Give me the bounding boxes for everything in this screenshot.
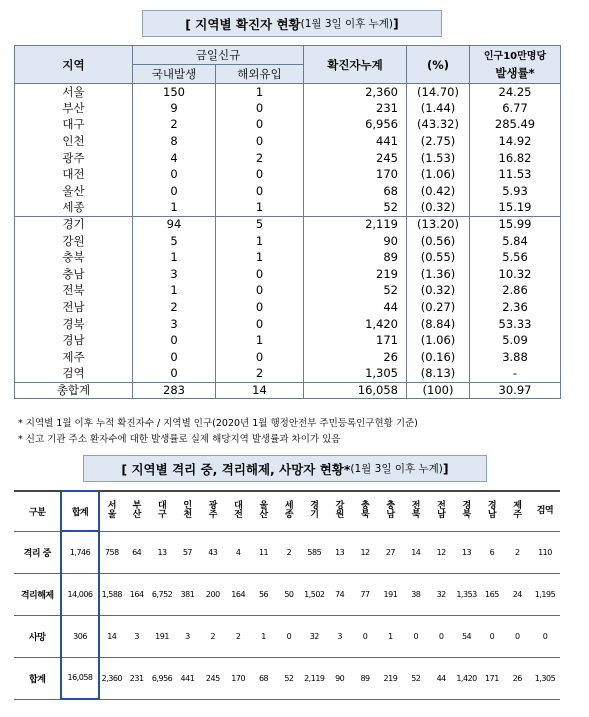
table2-title-main: [ 지역별 격리 중, 격리해제, 사망자 현황* bbox=[121, 461, 351, 477]
region-cell: 강원 bbox=[15, 233, 133, 250]
rate-cell: 24.25 bbox=[470, 84, 561, 101]
value-cell: 191 bbox=[149, 615, 174, 657]
value-cell: 1,195 bbox=[530, 573, 560, 615]
region-header-char: 서 bbox=[107, 501, 116, 512]
overseas-cell: 2 bbox=[216, 366, 304, 383]
table1-title-end: ] bbox=[393, 16, 399, 31]
domestic-cell: 3 bbox=[133, 266, 216, 283]
value-cell: 1 bbox=[251, 615, 276, 657]
pct-cell: (2.75) bbox=[407, 133, 470, 150]
value-cell: 0 bbox=[530, 615, 560, 657]
region-header bbox=[302, 491, 327, 531]
region-cell: 대전 bbox=[15, 166, 133, 183]
value-cell: 2,360 bbox=[99, 657, 124, 699]
pct-cell: (0.42) bbox=[407, 183, 470, 200]
value-cell: 44 bbox=[428, 657, 453, 699]
value-cell: 56 bbox=[251, 573, 276, 615]
value-cell: 38 bbox=[403, 573, 428, 615]
region-header bbox=[276, 491, 301, 531]
overseas-cell: 1 bbox=[216, 84, 304, 101]
value-cell: 89 bbox=[352, 657, 377, 699]
cumulative-cell: 231 bbox=[304, 100, 407, 117]
rate-cell: 3.88 bbox=[470, 349, 561, 366]
value-cell: 1,420 bbox=[454, 657, 479, 699]
region-header-char: 경 bbox=[310, 501, 319, 512]
domestic-cell: 283 bbox=[133, 382, 216, 399]
value-cell: 1 bbox=[378, 615, 403, 657]
cumulative-cell: 1,305 bbox=[304, 366, 407, 383]
region-header-char: 원 bbox=[335, 510, 344, 521]
table-row bbox=[15, 166, 561, 183]
pct-cell: (0.16) bbox=[407, 349, 470, 366]
total-cell: 14,006 bbox=[61, 573, 98, 615]
header-overseas: 해외유입 bbox=[216, 65, 304, 84]
value-cell: 13 bbox=[149, 531, 174, 573]
value-cell: 3 bbox=[327, 615, 352, 657]
value-cell: 12 bbox=[352, 531, 377, 573]
rate-cell: - bbox=[470, 366, 561, 383]
value-cell: 4 bbox=[225, 531, 250, 573]
region-header bbox=[378, 491, 403, 531]
region-cell: 충남 bbox=[15, 266, 133, 283]
region-cell: 경북 bbox=[15, 316, 133, 333]
header-cumulative: 확진자누계 bbox=[304, 46, 407, 84]
value-cell: 14 bbox=[99, 615, 124, 657]
region-header bbox=[124, 491, 149, 531]
cumulative-cell: 26 bbox=[304, 349, 407, 366]
rate-cell: 16.82 bbox=[470, 150, 561, 167]
overseas-cell: 1 bbox=[216, 200, 304, 217]
value-cell: 68 bbox=[251, 657, 276, 699]
table-row bbox=[15, 100, 561, 117]
row-label: 합계 bbox=[14, 657, 61, 699]
pct-cell: (1.06) bbox=[407, 166, 470, 183]
region-cell: 경남 bbox=[15, 332, 133, 349]
table2-title bbox=[83, 455, 487, 482]
overseas-cell: 0 bbox=[216, 316, 304, 333]
table-row bbox=[15, 366, 561, 383]
domestic-cell: 8 bbox=[133, 133, 216, 150]
region-header-char: 북 bbox=[462, 510, 471, 521]
header-rate-bottom: 발생률* bbox=[495, 65, 535, 80]
value-cell: 32 bbox=[302, 615, 327, 657]
value-cell: 1,502 bbox=[302, 573, 327, 615]
region-header-char: 산 bbox=[132, 510, 141, 521]
overseas-cell: 0 bbox=[216, 133, 304, 150]
region-header-char: 제 bbox=[513, 501, 522, 512]
domestic-cell: 1 bbox=[133, 249, 216, 266]
value-cell: 6,956 bbox=[149, 657, 174, 699]
value-cell: 6,752 bbox=[149, 573, 174, 615]
region-header bbox=[454, 491, 479, 531]
cumulative-cell: 1,420 bbox=[304, 316, 407, 333]
cumulative-cell: 2,119 bbox=[304, 216, 407, 233]
region-header bbox=[225, 491, 250, 531]
region-header-char: 경 bbox=[462, 501, 471, 512]
value-cell: 585 bbox=[302, 531, 327, 573]
table-row bbox=[15, 349, 561, 366]
cumulative-cell: 52 bbox=[304, 283, 407, 300]
region-header bbox=[530, 491, 560, 531]
value-cell: 13 bbox=[327, 531, 352, 573]
region-header bbox=[99, 491, 124, 531]
region-header-char: 남 bbox=[487, 510, 497, 521]
region-header bbox=[175, 491, 200, 531]
region-header bbox=[352, 491, 377, 531]
overseas-cell: 0 bbox=[216, 299, 304, 316]
region-cell: 경기 bbox=[15, 216, 133, 233]
value-cell: 231 bbox=[124, 657, 149, 699]
total-cell: 306 bbox=[61, 615, 98, 657]
region-header-char: 구 bbox=[157, 510, 167, 521]
domestic-cell: 0 bbox=[133, 183, 216, 200]
overseas-cell: 1 bbox=[216, 233, 304, 250]
pct-cell: (100) bbox=[407, 382, 470, 399]
header-pct: (%) bbox=[407, 46, 470, 84]
region-header bbox=[149, 491, 174, 531]
value-cell: 1,353 bbox=[454, 573, 479, 615]
domestic-cell: 1 bbox=[133, 200, 216, 217]
region-header-char: 주 bbox=[513, 510, 522, 521]
value-cell: 11 bbox=[251, 531, 276, 573]
total-header: 합계 bbox=[61, 491, 98, 531]
overseas-cell: 0 bbox=[216, 283, 304, 300]
region-header-char: 북 bbox=[411, 510, 420, 521]
overseas-cell: 1 bbox=[216, 332, 304, 349]
region-header-char: 충 bbox=[360, 501, 370, 512]
value-cell: 90 bbox=[327, 657, 352, 699]
value-cell: 0 bbox=[505, 615, 530, 657]
cumulative-cell: 2,360 bbox=[304, 84, 407, 101]
region-cell: 전북 bbox=[15, 283, 133, 300]
rate-cell: 6.77 bbox=[470, 100, 561, 117]
table-row bbox=[15, 216, 561, 233]
region-header-char: 천 bbox=[183, 510, 192, 521]
region-cell: 인천 bbox=[15, 133, 133, 150]
rate-cell: 10.32 bbox=[470, 266, 561, 283]
value-cell: 54 bbox=[454, 615, 479, 657]
footnote-2: * 신고 기관 주소 환자수에 대한 발생률로 실제 해당지역 발생률과 차이가 있음 bbox=[18, 434, 341, 445]
table-row bbox=[14, 657, 560, 699]
value-cell: 2 bbox=[225, 615, 250, 657]
region-cell: 대구 bbox=[15, 117, 133, 134]
table2-title-sub: (1월 3일 이후 누계) bbox=[350, 463, 443, 475]
domestic-cell: 5 bbox=[133, 233, 216, 250]
cumulative-cell: 441 bbox=[304, 133, 407, 150]
domestic-cell: 150 bbox=[133, 84, 216, 101]
header-rate bbox=[470, 46, 561, 84]
region-header-char: 산 bbox=[259, 510, 268, 521]
pct-cell: (8.13) bbox=[407, 366, 470, 383]
value-cell: 74 bbox=[327, 573, 352, 615]
value-cell: 165 bbox=[479, 573, 504, 615]
rate-cell: 5.93 bbox=[470, 183, 561, 200]
region-header-char: 기 bbox=[310, 510, 319, 521]
region-header-char: 충 bbox=[386, 501, 395, 512]
table-row bbox=[15, 283, 561, 300]
region-header-char: 울 bbox=[259, 501, 268, 512]
value-cell: 2 bbox=[505, 531, 530, 573]
domestic-cell: 2 bbox=[133, 117, 216, 134]
region-header-char: 북 bbox=[360, 510, 370, 521]
region-header-char: 인 bbox=[183, 501, 192, 512]
domestic-cell: 9 bbox=[133, 100, 216, 117]
value-cell: 0 bbox=[428, 615, 453, 657]
pct-cell: (1.44) bbox=[407, 100, 470, 117]
row-label: 사망 bbox=[14, 615, 61, 657]
value-cell: 27 bbox=[378, 531, 403, 573]
cumulative-cell: 52 bbox=[304, 200, 407, 217]
value-cell: 3 bbox=[175, 615, 200, 657]
value-cell: 381 bbox=[175, 573, 200, 615]
region-header bbox=[200, 491, 225, 531]
region-header-char: 울 bbox=[107, 510, 116, 521]
overseas-cell: 2 bbox=[216, 150, 304, 167]
table-row bbox=[15, 249, 561, 266]
corner-header: 구분 bbox=[14, 491, 61, 531]
domestic-cell: 0 bbox=[133, 349, 216, 366]
value-cell: 32 bbox=[428, 573, 453, 615]
header-daily-new: 금일신규 bbox=[133, 46, 304, 65]
table-row bbox=[15, 332, 561, 349]
value-cell: 0 bbox=[403, 615, 428, 657]
table-row bbox=[15, 233, 561, 250]
value-cell: 170 bbox=[225, 657, 250, 699]
table-row bbox=[14, 615, 560, 657]
isolation-status-table bbox=[14, 490, 560, 700]
value-cell: 164 bbox=[225, 573, 250, 615]
value-cell: 758 bbox=[99, 531, 124, 573]
cumulative-cell: 68 bbox=[304, 183, 407, 200]
total-cell: 16,058 bbox=[61, 657, 98, 699]
rate-cell: 5.84 bbox=[470, 233, 561, 250]
region-header bbox=[428, 491, 453, 531]
value-cell: 164 bbox=[124, 573, 149, 615]
cumulative-cell: 90 bbox=[304, 233, 407, 250]
region-header-char: 대 bbox=[234, 501, 243, 512]
overseas-cell: 0 bbox=[216, 100, 304, 117]
cumulative-cell: 245 bbox=[304, 150, 407, 167]
row-label: 격리해제 bbox=[14, 573, 61, 615]
region-header-char: 부 bbox=[132, 501, 141, 512]
value-cell: 1,588 bbox=[99, 573, 124, 615]
value-cell: 26 bbox=[505, 657, 530, 699]
value-cell: 77 bbox=[352, 573, 377, 615]
value-cell: 245 bbox=[200, 657, 225, 699]
value-cell: 52 bbox=[403, 657, 428, 699]
rate-cell: 285.49 bbox=[470, 117, 561, 134]
region-header bbox=[327, 491, 352, 531]
table-row bbox=[15, 200, 561, 217]
cumulative-cell: 171 bbox=[304, 332, 407, 349]
header-rate-top: 인구10만명당 bbox=[483, 50, 547, 62]
cumulative-cell: 44 bbox=[304, 299, 407, 316]
value-cell: 13 bbox=[454, 531, 479, 573]
region-header-char: 전 bbox=[234, 510, 243, 521]
region-header bbox=[479, 491, 504, 531]
region-header-char: 검역 bbox=[536, 505, 554, 516]
total-cell: 1,746 bbox=[61, 531, 98, 573]
overseas-cell: 0 bbox=[216, 183, 304, 200]
value-cell: 12 bbox=[428, 531, 453, 573]
table-row bbox=[15, 382, 561, 399]
cumulative-cell: 170 bbox=[304, 166, 407, 183]
value-cell: 52 bbox=[276, 657, 301, 699]
region-cell: 총합계 bbox=[15, 382, 133, 399]
domestic-cell: 3 bbox=[133, 316, 216, 333]
value-cell: 43 bbox=[200, 531, 225, 573]
region-header bbox=[403, 491, 428, 531]
region-header-char: 전 bbox=[437, 501, 446, 512]
value-cell: 0 bbox=[276, 615, 301, 657]
value-cell: 14 bbox=[403, 531, 428, 573]
domestic-cell: 4 bbox=[133, 150, 216, 167]
region-cell: 서울 bbox=[15, 84, 133, 101]
overseas-cell: 5 bbox=[216, 216, 304, 233]
rate-cell: 5.09 bbox=[470, 332, 561, 349]
value-cell: 0 bbox=[352, 615, 377, 657]
rate-cell: 53.33 bbox=[470, 316, 561, 333]
overseas-cell: 0 bbox=[216, 166, 304, 183]
value-cell: 2 bbox=[200, 615, 225, 657]
region-header-char: 남 bbox=[437, 510, 446, 521]
rate-cell: 15.19 bbox=[470, 200, 561, 217]
pct-cell: (0.32) bbox=[407, 200, 470, 217]
footnotes bbox=[18, 416, 418, 448]
pct-cell: (0.27) bbox=[407, 299, 470, 316]
pct-cell: (14.70) bbox=[407, 84, 470, 101]
table-row bbox=[15, 183, 561, 200]
region-header-char: 세 bbox=[284, 501, 294, 512]
value-cell: 50 bbox=[276, 573, 301, 615]
pct-cell: (8.84) bbox=[407, 316, 470, 333]
table-row bbox=[15, 84, 561, 101]
table1-title bbox=[142, 10, 442, 37]
cumulative-cell: 16,058 bbox=[304, 382, 407, 399]
table1-title-main: [ 지역별 확진자 현황 bbox=[185, 16, 301, 32]
region-header-char: 대 bbox=[157, 501, 167, 512]
region-cell: 울산 bbox=[15, 183, 133, 200]
table2-title-end: ] bbox=[442, 461, 449, 476]
overseas-cell: 1 bbox=[216, 249, 304, 266]
cumulative-cell: 6,956 bbox=[304, 117, 407, 134]
value-cell: 110 bbox=[530, 531, 560, 573]
region-header-char: 강 bbox=[335, 501, 344, 512]
rate-cell: 2.86 bbox=[470, 283, 561, 300]
cumulative-cell: 219 bbox=[304, 266, 407, 283]
value-cell: 1,305 bbox=[530, 657, 560, 699]
overseas-cell: 0 bbox=[216, 349, 304, 366]
value-cell: 191 bbox=[378, 573, 403, 615]
domestic-cell: 0 bbox=[133, 332, 216, 349]
value-cell: 0 bbox=[479, 615, 504, 657]
pct-cell: (1.06) bbox=[407, 332, 470, 349]
cumulative-cell: 89 bbox=[304, 249, 407, 266]
pct-cell: (13.20) bbox=[407, 216, 470, 233]
rate-cell: 5.56 bbox=[470, 249, 561, 266]
region-cell: 세종 bbox=[15, 200, 133, 217]
table-row bbox=[15, 266, 561, 283]
value-cell: 24 bbox=[505, 573, 530, 615]
row-label: 격리 중 bbox=[14, 531, 61, 573]
overseas-cell: 14 bbox=[216, 382, 304, 399]
region-cell: 전남 bbox=[15, 299, 133, 316]
domestic-cell: 2 bbox=[133, 299, 216, 316]
domestic-cell: 1 bbox=[133, 283, 216, 300]
pct-cell: (0.56) bbox=[407, 233, 470, 250]
value-cell: 2 bbox=[276, 531, 301, 573]
region-cell: 검역 bbox=[15, 366, 133, 383]
region-header-char: 주 bbox=[208, 510, 217, 521]
region-cell: 부산 bbox=[15, 100, 133, 117]
value-cell: 441 bbox=[175, 657, 200, 699]
region-cell: 제주 bbox=[15, 349, 133, 366]
domestic-cell: 0 bbox=[133, 366, 216, 383]
value-cell: 3 bbox=[124, 615, 149, 657]
region-cell: 충북 bbox=[15, 249, 133, 266]
rate-cell: 15.99 bbox=[470, 216, 561, 233]
overseas-cell: 0 bbox=[216, 117, 304, 134]
table-row bbox=[14, 531, 560, 573]
header-domestic: 국내발생 bbox=[133, 65, 216, 84]
value-cell: 171 bbox=[479, 657, 504, 699]
footnote-1: * 지역별 1월 이후 누적 확진자수 / 지역별 인구(2020년 1월 행정안전부 주민등록인구현황 기준) bbox=[18, 418, 418, 429]
region-header-char: 전 bbox=[411, 501, 420, 512]
value-cell: 6 bbox=[479, 531, 504, 573]
pct-cell: (1.36) bbox=[407, 266, 470, 283]
region-header bbox=[505, 491, 530, 531]
pct-cell: (0.32) bbox=[407, 283, 470, 300]
region-header-char: 종 bbox=[284, 510, 294, 521]
table-row bbox=[15, 316, 561, 333]
rate-cell: 2.36 bbox=[470, 299, 561, 316]
value-cell: 57 bbox=[175, 531, 200, 573]
table-row bbox=[15, 299, 561, 316]
value-cell: 219 bbox=[378, 657, 403, 699]
rate-cell: 11.53 bbox=[470, 166, 561, 183]
domestic-cell: 94 bbox=[133, 216, 216, 233]
region-header-char: 남 bbox=[386, 510, 395, 521]
table-row bbox=[15, 117, 561, 134]
value-cell: 64 bbox=[124, 531, 149, 573]
value-cell: 200 bbox=[200, 573, 225, 615]
pct-cell: (1.53) bbox=[407, 150, 470, 167]
region-header-char: 경 bbox=[487, 501, 497, 512]
region-header-char: 광 bbox=[208, 501, 217, 512]
table-row bbox=[15, 133, 561, 150]
rate-cell: 30.97 bbox=[470, 382, 561, 399]
confirmed-cases-table bbox=[14, 45, 561, 399]
table1-title-sub: (1월 3일 이후 누계) bbox=[300, 18, 394, 30]
table-row bbox=[15, 150, 561, 167]
value-cell: 2,119 bbox=[302, 657, 327, 699]
pct-cell: (43.32) bbox=[407, 117, 470, 134]
table-row bbox=[14, 573, 560, 615]
domestic-cell: 0 bbox=[133, 166, 216, 183]
rate-cell: 14.92 bbox=[470, 133, 561, 150]
region-header bbox=[251, 491, 276, 531]
pct-cell: (0.55) bbox=[407, 249, 470, 266]
region-cell: 광주 bbox=[15, 150, 133, 167]
header-region: 지역 bbox=[15, 46, 133, 84]
overseas-cell: 0 bbox=[216, 266, 304, 283]
